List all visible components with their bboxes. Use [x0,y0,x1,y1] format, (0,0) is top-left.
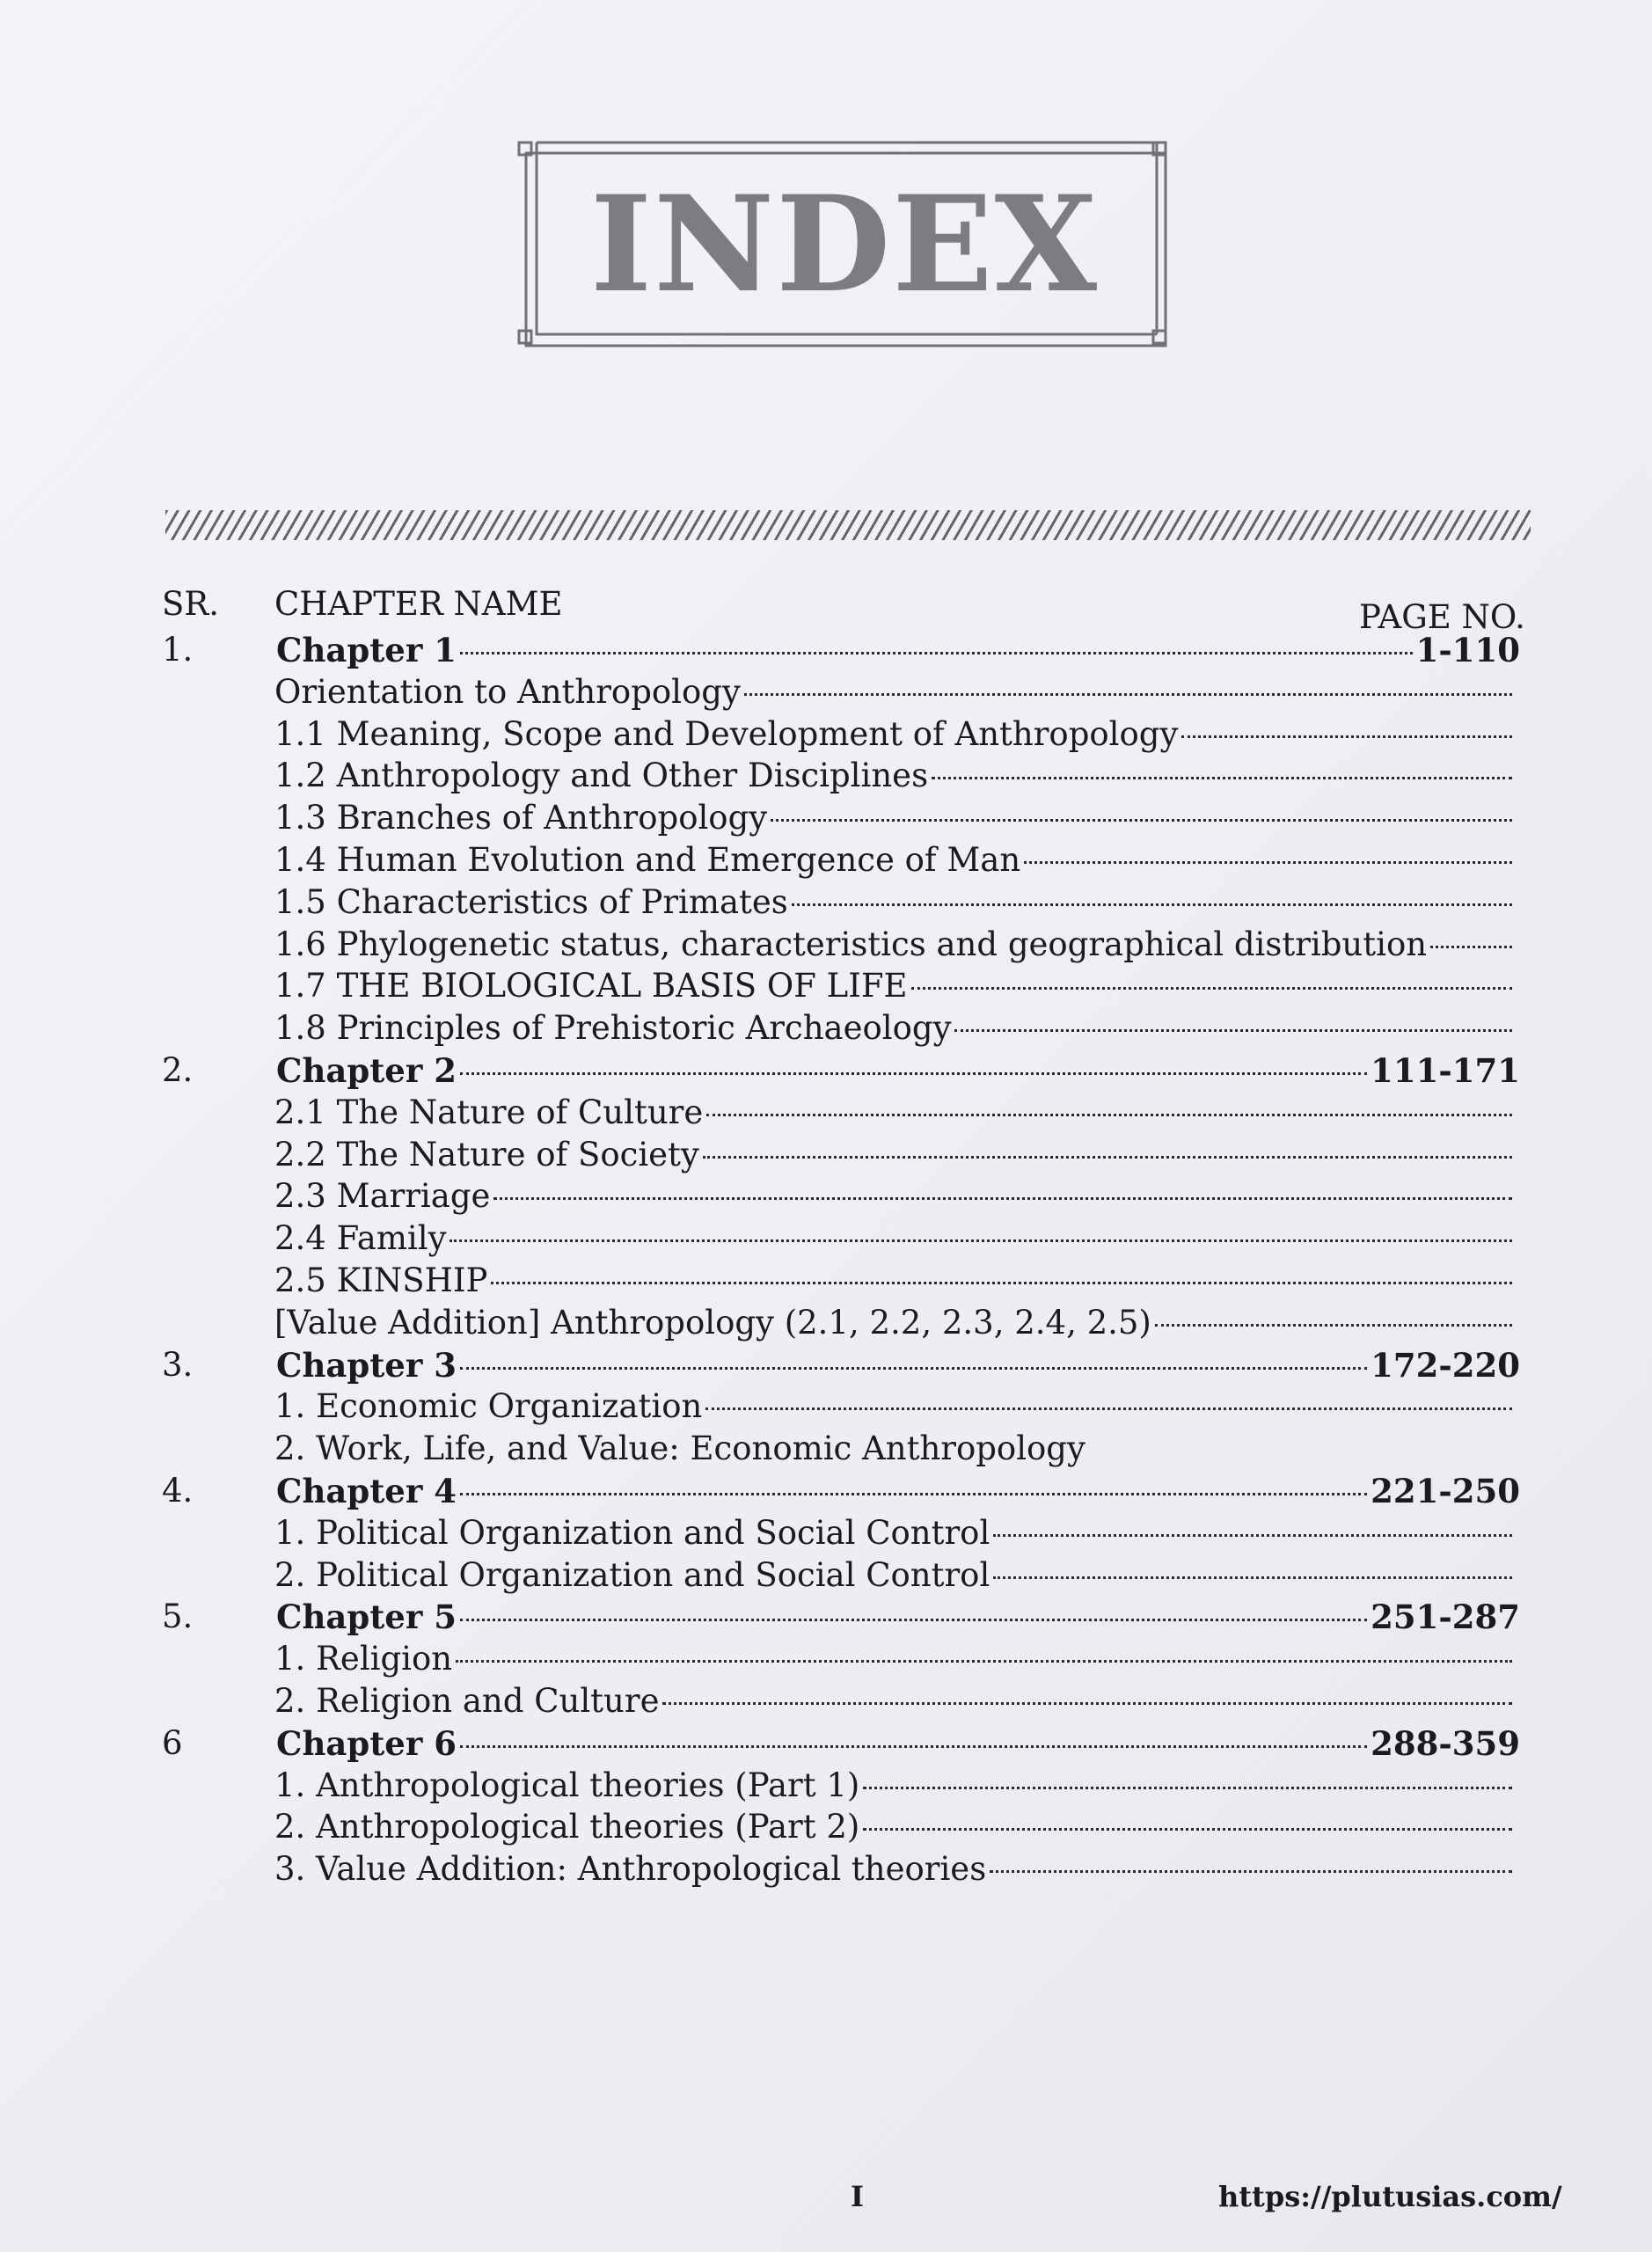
section-title: 1.2 Anthropology and Other Disciplines [274,757,929,795]
section-title: 2.3 Marriage [274,1177,491,1216]
index-title: INDEX [589,166,1100,322]
section-row [0,883,1652,924]
section-row [0,1808,1652,1848]
section-title: 1.1 Meaning, Scope and Development of Anthropology [274,714,1179,753]
section-title: 2.1 The Nature of Culture [274,1093,704,1131]
section-row [0,1766,1652,1807]
section-row [0,1009,1652,1049]
dot-leader [863,1828,1512,1831]
section-title: 1.7 THE BIOLOGICAL BASIS OF LIFE [274,967,908,1005]
section-title: 1. Political Organization and Social Control [274,1513,990,1552]
section-row [0,757,1652,797]
section-row [0,1304,1652,1344]
section-title: 2.2 The Nature of Society [274,1135,699,1174]
page-range: 172-220 [1371,1345,1520,1385]
hatched-divider [165,510,1531,540]
dot-leader [1430,946,1512,948]
page-range: 288-359 [1371,1723,1520,1763]
section-row [0,1514,1652,1554]
section-title: 2.5 KINSHIP [274,1261,488,1299]
footer-page-number: I [851,2180,864,2213]
section-title: 2. Work, Life, and Value: Economic Anthropology [274,1429,1085,1468]
dot-leader [993,1534,1512,1537]
dot-leader [1155,1324,1512,1327]
chapter-title: Chapter 4 [276,1472,457,1510]
dot-leader [491,1282,1512,1284]
page-range: 221-250 [1371,1472,1520,1510]
section-row [0,1219,1652,1260]
section-title: 1.8 Principles of Prehistoric Archaeology [274,1009,952,1048]
section-title: 2. Religion and Culture [274,1682,660,1720]
row-sr: 2. [162,1051,194,1089]
section-row [0,1556,1652,1597]
chapter-row [0,1346,1652,1386]
chapter-row [0,1724,1652,1765]
section-title: 1.4 Human Evolution and Emergence of Man [274,841,1021,879]
dot-leader [990,1870,1512,1873]
section-row [0,715,1652,756]
chapter-title: Chapter 5 [276,1598,457,1637]
dot-leader [460,1367,1367,1370]
chapter-title: Chapter 2 [276,1051,457,1090]
dot-leader [460,1619,1367,1621]
dot-leader [911,987,1512,990]
section-title: 2.4 Family [274,1219,447,1258]
section-row [0,925,1652,966]
section-title: 1. Anthropological theories (Part 1) [274,1766,860,1804]
dot-leader [450,1239,1512,1242]
chapter-row [0,1598,1652,1638]
row-sr: 3. [162,1345,194,1384]
section-title: 1. Religion [274,1640,453,1678]
section-row [0,1093,1652,1134]
dot-leader [993,1576,1512,1579]
section-title: 1.6 Phylogenetic status, characteristics and geographical distribution [274,925,1428,963]
chapter-row [0,1472,1652,1512]
dot-leader [932,777,1512,779]
section-title: 2. Political Organization and Social Control [274,1555,990,1594]
header-chapter-name: CHAPTER NAME [274,585,563,623]
dot-leader [792,903,1512,906]
dot-leader [456,1660,1512,1663]
page-range: 251-287 [1371,1598,1520,1637]
section-row [0,1261,1652,1302]
dot-leader [703,1156,1512,1159]
section-row [0,799,1652,839]
dot-leader [1181,735,1512,738]
footer-url[interactable]: https://plutusias.com/ [1218,2180,1562,2213]
section-row [0,1429,1652,1470]
row-sr: 1. [162,631,194,669]
dot-leader [460,1072,1367,1075]
dot-leader [493,1197,1512,1200]
dot-leader [744,693,1512,696]
chapter-title: Chapter 3 [276,1345,457,1385]
section-row [0,1640,1652,1680]
section-row [0,1136,1652,1176]
section-row [0,1387,1652,1428]
dot-leader [771,819,1512,822]
header-page-no: PAGE NO. [1359,598,1525,636]
section-row [0,967,1652,1007]
section-title: 3. Value Addition: Anthropological theories [274,1850,987,1889]
row-sr: 6 [162,1723,183,1762]
section-row [0,1177,1652,1217]
dot-leader [863,1787,1512,1789]
row-sr: 4. [162,1472,194,1510]
section-title: Orientation to Anthropology [274,672,741,711]
page-range: 1-110 [1415,631,1520,669]
row-sr: 5. [162,1598,194,1636]
page-range: 111-171 [1371,1051,1520,1090]
chapter-title: Chapter 1 [276,631,457,669]
header-sr: SR. [162,585,219,623]
section-title: 2. Anthropological theories (Part 2) [274,1808,860,1846]
dot-leader [954,1029,1512,1032]
dot-leader [1024,861,1512,864]
section-title: 1. Economic Organization [274,1387,703,1426]
section-row [0,1850,1652,1890]
dot-leader [460,652,1413,654]
section-title: 1.5 Characteristics of Primates [274,882,788,921]
dot-leader [460,1745,1367,1748]
chapter-row [0,631,1652,671]
dot-leader [662,1702,1512,1705]
index-title-frame [510,132,1179,356]
dot-leader [705,1408,1512,1410]
dot-leader [460,1493,1367,1495]
chapter-title: Chapter 6 [276,1723,457,1763]
section-row [0,673,1652,713]
section-row [0,841,1652,881]
section-row [0,1682,1652,1722]
chapter-row [0,1051,1652,1092]
dot-leader [706,1114,1512,1116]
section-title: [Value Addition] Anthropology (2.1, 2.2, 2.3, 2.4, 2.5) [274,1303,1151,1342]
section-title: 1.3 Branches of Anthropology [274,799,768,837]
